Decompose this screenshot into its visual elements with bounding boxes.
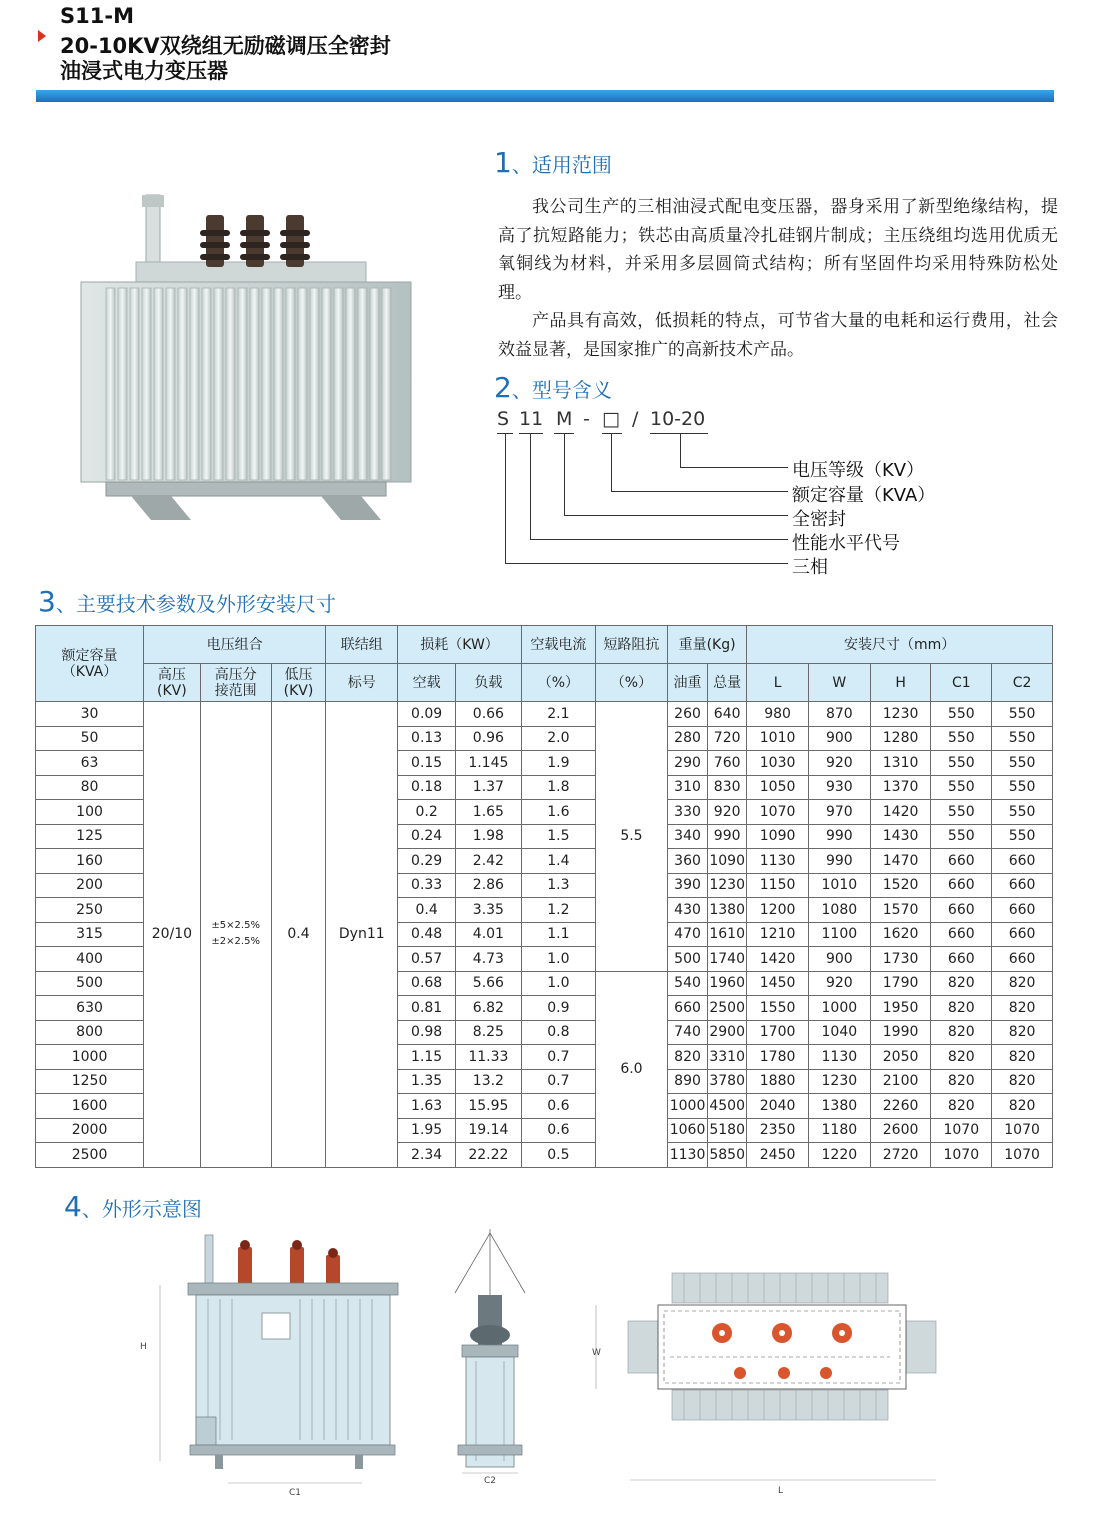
cell-total-weight: 2500 (708, 996, 747, 1021)
cell-capacity: 250 (36, 898, 144, 923)
th-noload: 空载 (398, 664, 456, 702)
cell-dim-h: 1950 (870, 996, 931, 1021)
cell-dim-l: 2450 (747, 1143, 809, 1168)
cell-total-weight: 5850 (708, 1143, 747, 1168)
cell-noload-loss: 1.95 (398, 1118, 456, 1143)
side-view-drawing (455, 1229, 525, 1486)
th-pct-current: （%） (521, 664, 595, 702)
model-token-dash: - (583, 408, 590, 430)
cell-noload-current: 1.4 (521, 849, 595, 874)
cell-tap-range: ±5×2.5% ±2×2.5% (200, 702, 271, 1168)
scope-paragraph-1: 我公司生产的三相油浸式配电变压器，器身采用了新型绝缘结构，提高了抗短路能力；铁芯由高质量冷扎硅钢片制成；主压绕组均选用优质无氧铜线为材料，并采用多层圆筒式结构；所有坚固件均采用特殊防松处理。 (498, 197, 1058, 303)
cell-total-weight: 640 (708, 702, 747, 727)
cell-noload-loss: 1.15 (398, 1045, 456, 1070)
cell-total-weight: 4500 (708, 1094, 747, 1119)
cell-dim-l: 1090 (747, 824, 809, 849)
cell-dim-l: 980 (747, 702, 809, 727)
cell-dim-w: 1220 (808, 1143, 870, 1168)
cell-impedance: 6.0 (595, 971, 667, 1167)
cell-load-loss: 1.37 (455, 775, 521, 800)
cell-dim-c1: 550 (931, 702, 992, 727)
cell-load-loss: 4.01 (455, 922, 521, 947)
cell-dim-w: 1100 (808, 922, 870, 947)
cell-noload-current: 0.5 (521, 1143, 595, 1168)
cell-dim-c1: 660 (931, 898, 992, 923)
cell-dim-c2: 660 (992, 898, 1053, 923)
cell-dim-c1: 660 (931, 947, 992, 972)
label-performance-code: 性能水平代号 (792, 533, 900, 554)
cell-oil-weight: 290 (667, 751, 707, 776)
title-line-2: 油浸式电力变压器 (60, 59, 228, 83)
cell-dim-c1: 820 (931, 996, 992, 1021)
cell-noload-loss: 0.2 (398, 800, 456, 825)
cell-total-weight: 5180 (708, 1118, 747, 1143)
cell-total-weight: 2900 (708, 1020, 747, 1045)
cell-dim-l: 1130 (747, 849, 809, 874)
th-dim-l: L (747, 664, 809, 702)
cell-dim-w: 1380 (808, 1094, 870, 1119)
cell-load-loss: 13.2 (455, 1069, 521, 1094)
section-outline-heading: 、外形示意图 (81, 1197, 202, 1221)
th-oil-weight: 油重 (667, 664, 707, 702)
cell-dim-c1: 820 (931, 1045, 992, 1070)
th-impedance: 短路阻抗 (595, 626, 667, 664)
cell-noload-current: 1.0 (521, 947, 595, 972)
cell-noload-loss: 0.81 (398, 996, 456, 1021)
cell-noload-loss: 0.98 (398, 1020, 456, 1045)
cell-noload-current: 1.1 (521, 922, 595, 947)
cell-dim-c2: 660 (992, 947, 1053, 972)
cell-dim-l: 1070 (747, 800, 809, 825)
cell-dim-c1: 1070 (931, 1143, 992, 1168)
cell-load-loss: 11.33 (455, 1045, 521, 1070)
cell-total-weight: 830 (708, 775, 747, 800)
th-dim-c1: C1 (931, 664, 992, 702)
cell-dim-c2: 1070 (992, 1118, 1053, 1143)
model-token-m: M (556, 408, 573, 430)
cell-oil-weight: 660 (667, 996, 707, 1021)
cell-dim-c1: 820 (931, 1069, 992, 1094)
cell-dim-l: 1150 (747, 873, 809, 898)
cell-dim-c2: 1070 (992, 1143, 1053, 1168)
cell-dim-l: 1210 (747, 922, 809, 947)
cell-capacity: 400 (36, 947, 144, 972)
cell-oil-weight: 1130 (667, 1143, 707, 1168)
cell-capacity: 1250 (36, 1069, 144, 1094)
cell-noload-loss: 0.09 (398, 702, 456, 727)
section-model-title (494, 371, 612, 404)
cell-dim-w: 1180 (808, 1118, 870, 1143)
spec-table (35, 625, 1053, 1168)
cell-noload-current: 0.6 (521, 1118, 595, 1143)
page-header (0, 0, 1100, 105)
th-pct-impedance: （%） (595, 664, 667, 702)
cell-total-weight: 1230 (708, 873, 747, 898)
cell-capacity: 30 (36, 702, 144, 727)
cell-oil-weight: 470 (667, 922, 707, 947)
cell-capacity: 2000 (36, 1118, 144, 1143)
cell-noload-loss: 0.18 (398, 775, 456, 800)
th-loss: 损耗（KW） (398, 626, 522, 664)
cell-capacity: 2500 (36, 1143, 144, 1168)
cell-noload-current: 2.1 (521, 702, 595, 727)
cell-load-loss: 4.73 (455, 947, 521, 972)
cell-dim-w: 990 (808, 824, 870, 849)
cell-dim-h: 1520 (870, 873, 931, 898)
title-line-1: 20-10KV双绕组无励磁调压全密封 (60, 34, 391, 58)
cell-load-loss: 8.25 (455, 1020, 521, 1045)
model-token-voltage: 10-20 (650, 408, 706, 430)
cell-noload-current: 1.2 (521, 898, 595, 923)
cell-dim-l: 1200 (747, 898, 809, 923)
cell-dim-l: 1010 (747, 726, 809, 751)
cell-oil-weight: 360 (667, 849, 707, 874)
cell-dim-w: 970 (808, 800, 870, 825)
cell-noload-loss: 0.57 (398, 947, 456, 972)
cell-dim-w: 900 (808, 726, 870, 751)
cell-connection: Dyn11 (326, 702, 398, 1168)
leader-phase-h (505, 563, 788, 564)
th-tap: 高压分 接范围 (200, 664, 271, 702)
cell-load-loss: 2.86 (455, 873, 521, 898)
leader-phase-v (505, 434, 506, 564)
spec-table-body (36, 702, 1053, 1168)
th-voltage-group: 电压组合 (144, 626, 326, 664)
header-divider-bar (36, 90, 1054, 102)
th-capacity: 额定容量 （KVA） (36, 626, 144, 702)
section-params-title (38, 585, 336, 618)
cell-capacity: 800 (36, 1020, 144, 1045)
table-row (36, 702, 1053, 727)
cell-noload-current: 0.9 (521, 996, 595, 1021)
cell-dim-c2: 550 (992, 726, 1053, 751)
scope-paragraph-2: 产品具有高效，低损耗的特点，可节省大量的电耗和运行费用，社会效益显著，是国家推广的高新技术产品。 (498, 311, 1058, 360)
cell-noload-current: 1.5 (521, 824, 595, 849)
outline-drawings (0, 1225, 1100, 1514)
cell-dim-l: 1450 (747, 971, 809, 996)
cell-hv: 20/10 (144, 702, 201, 1168)
model-token-box: □ (602, 408, 620, 430)
dim-label-w: W (592, 1348, 601, 1358)
cell-noload-current: 0.8 (521, 1020, 595, 1045)
model-token-slash: / (632, 408, 639, 430)
cell-capacity: 63 (36, 751, 144, 776)
cell-noload-loss: 2.34 (398, 1143, 456, 1168)
cell-dim-h: 1620 (870, 922, 931, 947)
model-token-s: S (497, 408, 510, 430)
cell-dim-w: 1010 (808, 873, 870, 898)
cell-load-loss: 0.96 (455, 726, 521, 751)
cell-dim-c2: 550 (992, 751, 1053, 776)
cell-oil-weight: 330 (667, 800, 707, 825)
cell-load-loss: 1.98 (455, 824, 521, 849)
cell-capacity: 80 (36, 775, 144, 800)
cell-load-loss: 1.65 (455, 800, 521, 825)
cell-dim-h: 2100 (870, 1069, 931, 1094)
th-dim-h: H (870, 664, 931, 702)
cell-dim-h: 1430 (870, 824, 931, 849)
cell-dim-c2: 820 (992, 971, 1053, 996)
cell-dim-c1: 660 (931, 873, 992, 898)
cell-dim-h: 1730 (870, 947, 931, 972)
cell-capacity: 1000 (36, 1045, 144, 1070)
cell-capacity: 100 (36, 800, 144, 825)
cell-dim-w: 900 (808, 947, 870, 972)
model-token-11: 11 (519, 408, 544, 430)
leader-perf-v (530, 434, 531, 540)
cell-noload-loss: 0.29 (398, 849, 456, 874)
cell-total-weight: 1380 (708, 898, 747, 923)
cell-dim-h: 1230 (870, 702, 931, 727)
th-connection: 联结组 (326, 626, 398, 664)
dim-label-c2: C2 (484, 1476, 497, 1486)
cell-dim-w: 1230 (808, 1069, 870, 1094)
cell-capacity: 1600 (36, 1094, 144, 1119)
cell-noload-current: 1.3 (521, 873, 595, 898)
cell-oil-weight: 260 (667, 702, 707, 727)
cell-load-loss: 1.145 (455, 751, 521, 776)
cell-dim-h: 1420 (870, 800, 931, 825)
cell-dim-c1: 820 (931, 1094, 992, 1119)
cell-noload-loss: 0.4 (398, 898, 456, 923)
cell-capacity: 160 (36, 849, 144, 874)
model-code: S11-M (60, 4, 134, 28)
cell-oil-weight: 310 (667, 775, 707, 800)
cell-total-weight: 720 (708, 726, 747, 751)
section-scope-title (494, 146, 612, 179)
cell-dim-l: 1880 (747, 1069, 809, 1094)
underline-voltage (650, 433, 708, 434)
cell-dim-l: 1780 (747, 1045, 809, 1070)
label-rated-capacity: 额定容量（KVA） (792, 485, 936, 506)
cell-oil-weight: 500 (667, 947, 707, 972)
dim-label-c1: C1 (289, 1488, 302, 1498)
leader-voltage-h (680, 467, 788, 468)
cell-oil-weight: 890 (667, 1069, 707, 1094)
cell-capacity: 200 (36, 873, 144, 898)
transformer-photo (76, 190, 416, 530)
cell-noload-loss: 1.35 (398, 1069, 456, 1094)
section-outline-number: 4 (64, 1190, 82, 1223)
cell-dim-c2: 660 (992, 873, 1053, 898)
cell-dim-c1: 550 (931, 726, 992, 751)
cell-dim-c2: 820 (992, 1069, 1053, 1094)
dim-label-h: H (140, 1342, 147, 1352)
cell-oil-weight: 540 (667, 971, 707, 996)
cell-dim-c1: 550 (931, 824, 992, 849)
cell-noload-current: 1.8 (521, 775, 595, 800)
cell-dim-c2: 550 (992, 824, 1053, 849)
cell-dim-w: 920 (808, 971, 870, 996)
cell-dim-l: 1050 (747, 775, 809, 800)
cell-dim-h: 1790 (870, 971, 931, 996)
cell-load-loss: 6.82 (455, 996, 521, 1021)
cell-dim-w: 990 (808, 849, 870, 874)
cell-dim-c2: 550 (992, 800, 1053, 825)
th-load: 负载 (455, 664, 521, 702)
cell-dim-h: 2720 (870, 1143, 931, 1168)
cell-oil-weight: 1060 (667, 1118, 707, 1143)
cell-dim-l: 1030 (747, 751, 809, 776)
cell-dim-c2: 820 (992, 996, 1053, 1021)
cell-dim-h: 2050 (870, 1045, 931, 1070)
cell-dim-h: 1570 (870, 898, 931, 923)
leader-capacity-h (611, 491, 788, 492)
cell-total-weight: 990 (708, 824, 747, 849)
cell-load-loss: 0.66 (455, 702, 521, 727)
cell-total-weight: 1090 (708, 849, 747, 874)
cell-oil-weight: 820 (667, 1045, 707, 1070)
cell-dim-c2: 550 (992, 702, 1053, 727)
cell-noload-current: 0.6 (521, 1094, 595, 1119)
cell-dim-c2: 820 (992, 1045, 1053, 1070)
cell-noload-current: 1.9 (521, 751, 595, 776)
cell-load-loss: 19.14 (455, 1118, 521, 1143)
th-dim-w: W (808, 664, 870, 702)
label-three-phase: 三相 (792, 557, 828, 578)
cell-capacity: 315 (36, 922, 144, 947)
cell-dim-c1: 660 (931, 849, 992, 874)
cell-dim-w: 870 (808, 702, 870, 727)
cell-load-loss: 15.95 (455, 1094, 521, 1119)
cell-noload-loss: 0.48 (398, 922, 456, 947)
cell-lv: 0.4 (271, 702, 326, 1168)
underline-box (602, 433, 622, 434)
th-hv: 高压 (KV) (144, 664, 201, 702)
cell-dim-w: 1080 (808, 898, 870, 923)
cell-dim-w: 1040 (808, 1020, 870, 1045)
cell-dim-h: 2260 (870, 1094, 931, 1119)
cell-dim-l: 1420 (747, 947, 809, 972)
cell-dim-w: 920 (808, 751, 870, 776)
cell-dim-c1: 550 (931, 775, 992, 800)
section-scope-heading: 、适用范围 (511, 153, 612, 177)
cell-noload-current: 2.0 (521, 726, 595, 751)
cell-noload-loss: 0.15 (398, 751, 456, 776)
th-conn-code: 标号 (326, 664, 398, 702)
cell-noload-current: 0.7 (521, 1069, 595, 1094)
label-fully-sealed: 全密封 (792, 509, 846, 530)
th-weight: 重量(Kg) (667, 626, 746, 664)
cell-dim-c1: 1070 (931, 1118, 992, 1143)
cell-total-weight: 1740 (708, 947, 747, 972)
cell-total-weight: 3780 (708, 1069, 747, 1094)
cell-dim-w: 1000 (808, 996, 870, 1021)
top-view-drawing (592, 1273, 936, 1496)
cell-oil-weight: 740 (667, 1020, 707, 1045)
cell-dim-l: 1700 (747, 1020, 809, 1045)
cell-capacity: 500 (36, 971, 144, 996)
section-model-number: 2 (494, 371, 512, 404)
underline-s (497, 433, 513, 434)
section-params-heading: 、主要技术参数及外形安装尺寸 (55, 592, 336, 616)
cell-dim-h: 1370 (870, 775, 931, 800)
section-params-number: 3 (38, 585, 56, 618)
cell-noload-loss: 0.68 (398, 971, 456, 996)
section-scope-body (498, 193, 1058, 364)
leader-capacity-v (611, 434, 612, 492)
cell-load-loss: 22.22 (455, 1143, 521, 1168)
cell-load-loss: 5.66 (455, 971, 521, 996)
cell-dim-h: 1310 (870, 751, 931, 776)
leader-perf-h (530, 539, 788, 540)
cell-noload-loss: 0.24 (398, 824, 456, 849)
section-model-heading: 、型号含义 (511, 378, 612, 402)
cell-oil-weight: 1000 (667, 1094, 707, 1119)
cell-noload-current: 1.0 (521, 971, 595, 996)
leader-sealed-h (564, 515, 788, 516)
cell-load-loss: 2.42 (455, 849, 521, 874)
th-dimensions: 安装尺寸（mm） (747, 626, 1053, 664)
section-scope-number: 1 (494, 146, 512, 179)
cell-dim-l: 2040 (747, 1094, 809, 1119)
front-view-drawing (140, 1235, 398, 1498)
red-arrow-icon (38, 30, 46, 42)
cell-dim-c1: 550 (931, 751, 992, 776)
cell-capacity: 630 (36, 996, 144, 1021)
leader-sealed-v (564, 434, 565, 516)
cell-oil-weight: 390 (667, 873, 707, 898)
cell-oil-weight: 280 (667, 726, 707, 751)
cell-noload-loss: 1.63 (398, 1094, 456, 1119)
cell-dim-h: 1470 (870, 849, 931, 874)
underline-m (554, 433, 574, 434)
cell-total-weight: 3310 (708, 1045, 747, 1070)
label-voltage-level: 电压等级（KV） (792, 460, 925, 481)
cell-capacity: 50 (36, 726, 144, 751)
cell-dim-c1: 660 (931, 922, 992, 947)
cell-total-weight: 1610 (708, 922, 747, 947)
cell-dim-c2: 550 (992, 775, 1053, 800)
cell-capacity: 125 (36, 824, 144, 849)
cell-dim-c2: 660 (992, 849, 1053, 874)
cell-oil-weight: 340 (667, 824, 707, 849)
cell-impedance: 5.5 (595, 702, 667, 972)
cell-noload-loss: 0.13 (398, 726, 456, 751)
cell-dim-l: 1550 (747, 996, 809, 1021)
cell-dim-w: 1130 (808, 1045, 870, 1070)
cell-dim-l: 2350 (747, 1118, 809, 1143)
section-outline-title (64, 1190, 202, 1223)
cell-load-loss: 3.35 (455, 898, 521, 923)
cell-dim-c2: 820 (992, 1094, 1053, 1119)
cell-dim-c1: 820 (931, 1020, 992, 1045)
cell-noload-current: 1.6 (521, 800, 595, 825)
th-noload-current: 空载电流 (521, 626, 595, 664)
cell-dim-c1: 550 (931, 800, 992, 825)
cell-total-weight: 760 (708, 751, 747, 776)
th-lv: 低压 (KV) (271, 664, 326, 702)
cell-noload-current: 0.7 (521, 1045, 595, 1070)
cell-oil-weight: 430 (667, 898, 707, 923)
cell-dim-h: 1280 (870, 726, 931, 751)
leader-voltage-v (680, 434, 681, 468)
cell-noload-loss: 0.33 (398, 873, 456, 898)
cell-dim-c2: 820 (992, 1020, 1053, 1045)
cell-dim-w: 930 (808, 775, 870, 800)
cell-total-weight: 920 (708, 800, 747, 825)
cell-dim-c1: 820 (931, 971, 992, 996)
cell-total-weight: 1960 (708, 971, 747, 996)
th-dim-c2: C2 (992, 664, 1053, 702)
cell-dim-c2: 660 (992, 922, 1053, 947)
cell-dim-h: 1990 (870, 1020, 931, 1045)
underline-11 (519, 433, 543, 434)
dim-label-l: L (778, 1486, 784, 1496)
cell-dim-h: 2600 (870, 1118, 931, 1143)
th-total-weight: 总量 (708, 664, 747, 702)
